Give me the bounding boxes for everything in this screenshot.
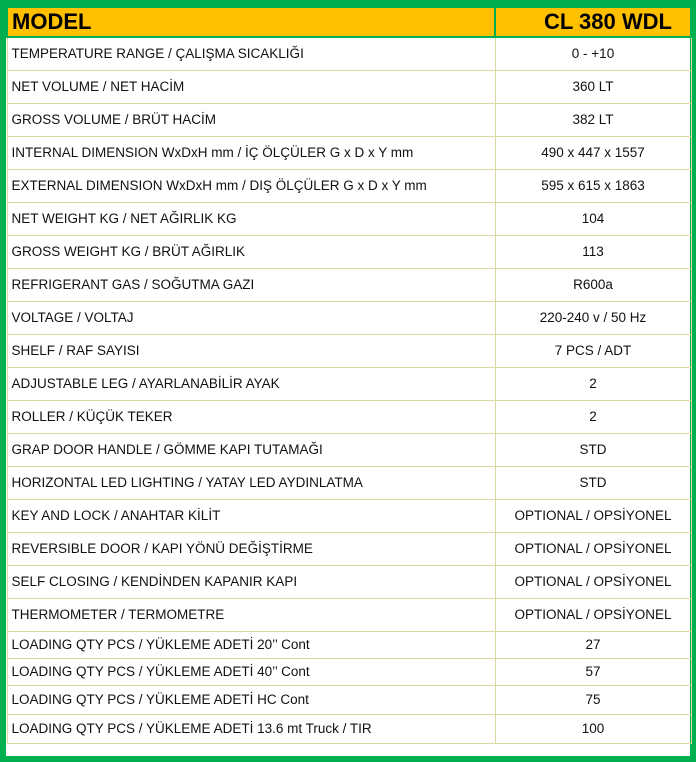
spec-value: 27: [495, 632, 691, 659]
spec-value: 595 x 615 x 1863: [495, 170, 691, 203]
spec-label: LOADING QTY PCS / YÜKLEME ADETİ 13.6 mt Truck / TIR: [7, 715, 495, 744]
spec-label: GROSS WEIGHT KG / BRÜT AĞIRLIK: [7, 236, 495, 269]
spec-value: 113: [495, 236, 691, 269]
spec-label: GROSS VOLUME / BRÜT HACİM: [7, 104, 495, 137]
spec-row-temperature-range: [7, 37, 691, 71]
spec-value: 75: [495, 686, 691, 715]
spec-value: 7 PCS / ADT: [495, 335, 691, 368]
spec-value: R600a: [495, 269, 691, 302]
model-label: MODEL: [7, 7, 495, 37]
spec-value: OPTIONAL / OPSİYONEL: [495, 533, 691, 566]
spec-row-net-volume: [7, 71, 691, 104]
spec-row-led-lighting: [7, 467, 691, 500]
model-value: CL 380 WDL: [495, 7, 691, 37]
spec-row-adjustable-leg: [7, 368, 691, 401]
spec-value: 100: [495, 715, 691, 744]
spec-row-loading-truck: [7, 715, 691, 744]
spec-row-loading-40-cont: [7, 659, 691, 686]
spec-label: EXTERNAL DIMENSION WxDxH mm / DIŞ ÖLÇÜLER G x D x Y mm: [7, 170, 495, 203]
spec-label: NET VOLUME / NET HACİM: [7, 71, 495, 104]
spec-value: 490 x 447 x 1557: [495, 137, 691, 170]
spec-label: NET WEIGHT KG / NET AĞIRLIK KG: [7, 203, 495, 236]
spec-row-thermometer: [7, 599, 691, 632]
spec-row-external-dimension: [7, 170, 691, 203]
spec-label: REFRIGERANT GAS / SOĞUTMA GAZI: [7, 269, 495, 302]
spec-value: 0 - +10: [495, 37, 691, 71]
spec-row-reversible-door: [7, 533, 691, 566]
spec-row-refrigerant-gas: [7, 269, 691, 302]
spec-row-gross-weight: [7, 236, 691, 269]
spec-value: OPTIONAL / OPSİYONEL: [495, 500, 691, 533]
spec-value: 2: [495, 368, 691, 401]
spec-row-net-weight: [7, 203, 691, 236]
spec-label: ADJUSTABLE LEG / AYARLANABİLİR AYAK: [7, 368, 495, 401]
spec-row-self-closing: [7, 566, 691, 599]
header-row: [7, 7, 691, 37]
spec-value: 382 LT: [495, 104, 691, 137]
spec-value: STD: [495, 434, 691, 467]
spec-row-shelf: [7, 335, 691, 368]
spec-value: OPTIONAL / OPSİYONEL: [495, 599, 691, 632]
spec-value: STD: [495, 467, 691, 500]
spec-row-internal-dimension: [7, 137, 691, 170]
spec-row-door-handle: [7, 434, 691, 467]
spec-row-gross-volume: [7, 104, 691, 137]
spec-label: ROLLER / KÜÇÜK TEKER: [7, 401, 495, 434]
spec-value: OPTIONAL / OPSİYONEL: [495, 566, 691, 599]
spec-value: 2: [495, 401, 691, 434]
spec-value: 360 LT: [495, 71, 691, 104]
spec-label: VOLTAGE / VOLTAJ: [7, 302, 495, 335]
spec-label: HORIZONTAL LED LIGHTING / YATAY LED AYDINLATMA: [7, 467, 495, 500]
spec-label: LOADING QTY PCS / YÜKLEME ADETİ 20’’ Cont: [7, 632, 495, 659]
spec-label: SELF CLOSING / KENDİNDEN KAPANIR KAPI: [7, 566, 495, 599]
spec-label: THERMOMETER / TERMOMETRE: [7, 599, 495, 632]
spec-table: [6, 6, 692, 744]
spec-label: LOADING QTY PCS / YÜKLEME ADETİ 40’’ Cont: [7, 659, 495, 686]
spec-label: LOADING QTY PCS / YÜKLEME ADETİ HC Cont: [7, 686, 495, 715]
spec-row-loading-20-cont: [7, 632, 691, 659]
spec-row-roller: [7, 401, 691, 434]
spec-label: KEY AND LOCK / ANAHTAR KİLİT: [7, 500, 495, 533]
spec-value: 57: [495, 659, 691, 686]
spec-label: GRAP DOOR HANDLE / GÖMME KAPI TUTAMAĞI: [7, 434, 495, 467]
spec-row-voltage: [7, 302, 691, 335]
spec-row-loading-hc-cont: [7, 686, 691, 715]
spec-value: 104: [495, 203, 691, 236]
spec-row-key-and-lock: [7, 500, 691, 533]
spec-label: REVERSIBLE DOOR / KAPI YÖNÜ DEĞİŞTİRME: [7, 533, 495, 566]
spec-label: INTERNAL DIMENSION WxDxH mm / İÇ ÖLÇÜLER G x D x Y mm: [7, 137, 495, 170]
spec-label: SHELF / RAF SAYISI: [7, 335, 495, 368]
spec-label: TEMPERATURE RANGE / ÇALIŞMA SICAKLIĞI: [7, 37, 495, 71]
spec-value: 220-240 v / 50 Hz: [495, 302, 691, 335]
